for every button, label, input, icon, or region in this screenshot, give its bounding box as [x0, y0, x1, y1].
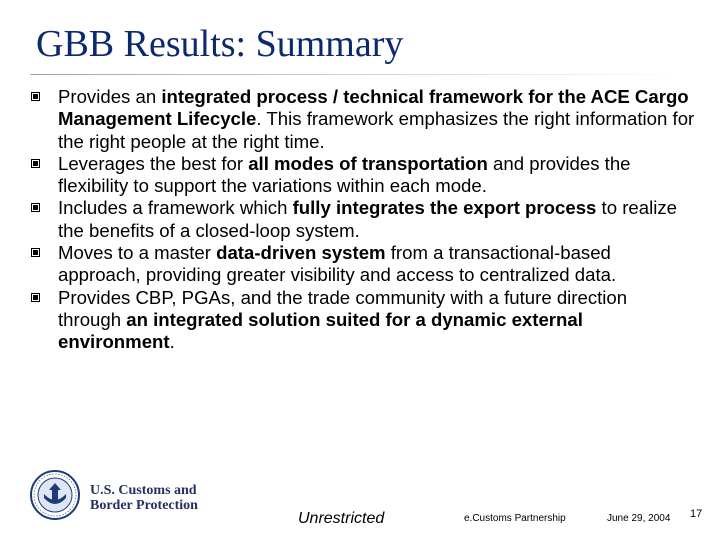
bullet-text: . This framework emphasizes the right information for the right people at the right time. — [58, 108, 695, 152]
bullet-item — [30, 242, 695, 287]
bullet-item — [30, 197, 695, 242]
bullet-text: to realize the benefits of a closed-loop system. — [58, 197, 678, 241]
bullet-text: . — [169, 331, 175, 353]
logo-wordmark — [90, 483, 198, 513]
bullet-text: Provides an — [58, 86, 162, 107]
bullet-item — [30, 287, 695, 354]
bullet-text: Leverages the best for — [58, 152, 249, 174]
bullet-emphasis: an integrated solution suited for a dynamic external environment — [58, 308, 583, 353]
logo-line-2: Border Protection — [90, 498, 198, 513]
bullet-square-icon — [31, 293, 40, 302]
bullet-item — [30, 86, 695, 153]
bullet-square-icon — [31, 159, 40, 168]
bullet-emphasis: all modes of transportation — [248, 152, 488, 174]
bullet-text: Provides CBP, PGAs, and the trade community with a future direction through — [58, 286, 628, 330]
bullet-text: from a transactional-based approach, providing greater visibility and access to centralized data. — [58, 242, 617, 286]
bullet-square-icon — [31, 248, 40, 257]
bullet-emphasis: data-driven system — [216, 242, 386, 264]
bullet-emphasis: integrated process / technical framework for the ACE Cargo Management Lifecycle — [58, 86, 689, 130]
cbp-logo — [30, 470, 230, 528]
classification-label: Unrestricted — [298, 510, 385, 527]
page-number: 17 — [690, 508, 703, 520]
bullet-text: Moves to a master — [58, 242, 217, 264]
bullet-text: Includes a framework which — [58, 197, 293, 219]
bullet-item — [30, 153, 695, 198]
bullet-text: and provides the flexibility to support the variations within each mode. — [58, 152, 631, 197]
bullet-square-icon — [31, 203, 40, 212]
dhs-seal-icon — [30, 470, 80, 520]
partnership-label: e.Customs Partnership — [464, 513, 566, 524]
title-divider — [30, 74, 690, 75]
slide-title: GBB Results: Summary — [36, 23, 404, 65]
bullet-list — [30, 86, 695, 354]
bullet-emphasis: fully integrates the export process — [292, 197, 597, 219]
date-label: June 29, 2004 — [607, 513, 671, 524]
logo-line-1: U.S. Customs and — [90, 483, 197, 498]
bullet-square-icon — [31, 92, 40, 101]
